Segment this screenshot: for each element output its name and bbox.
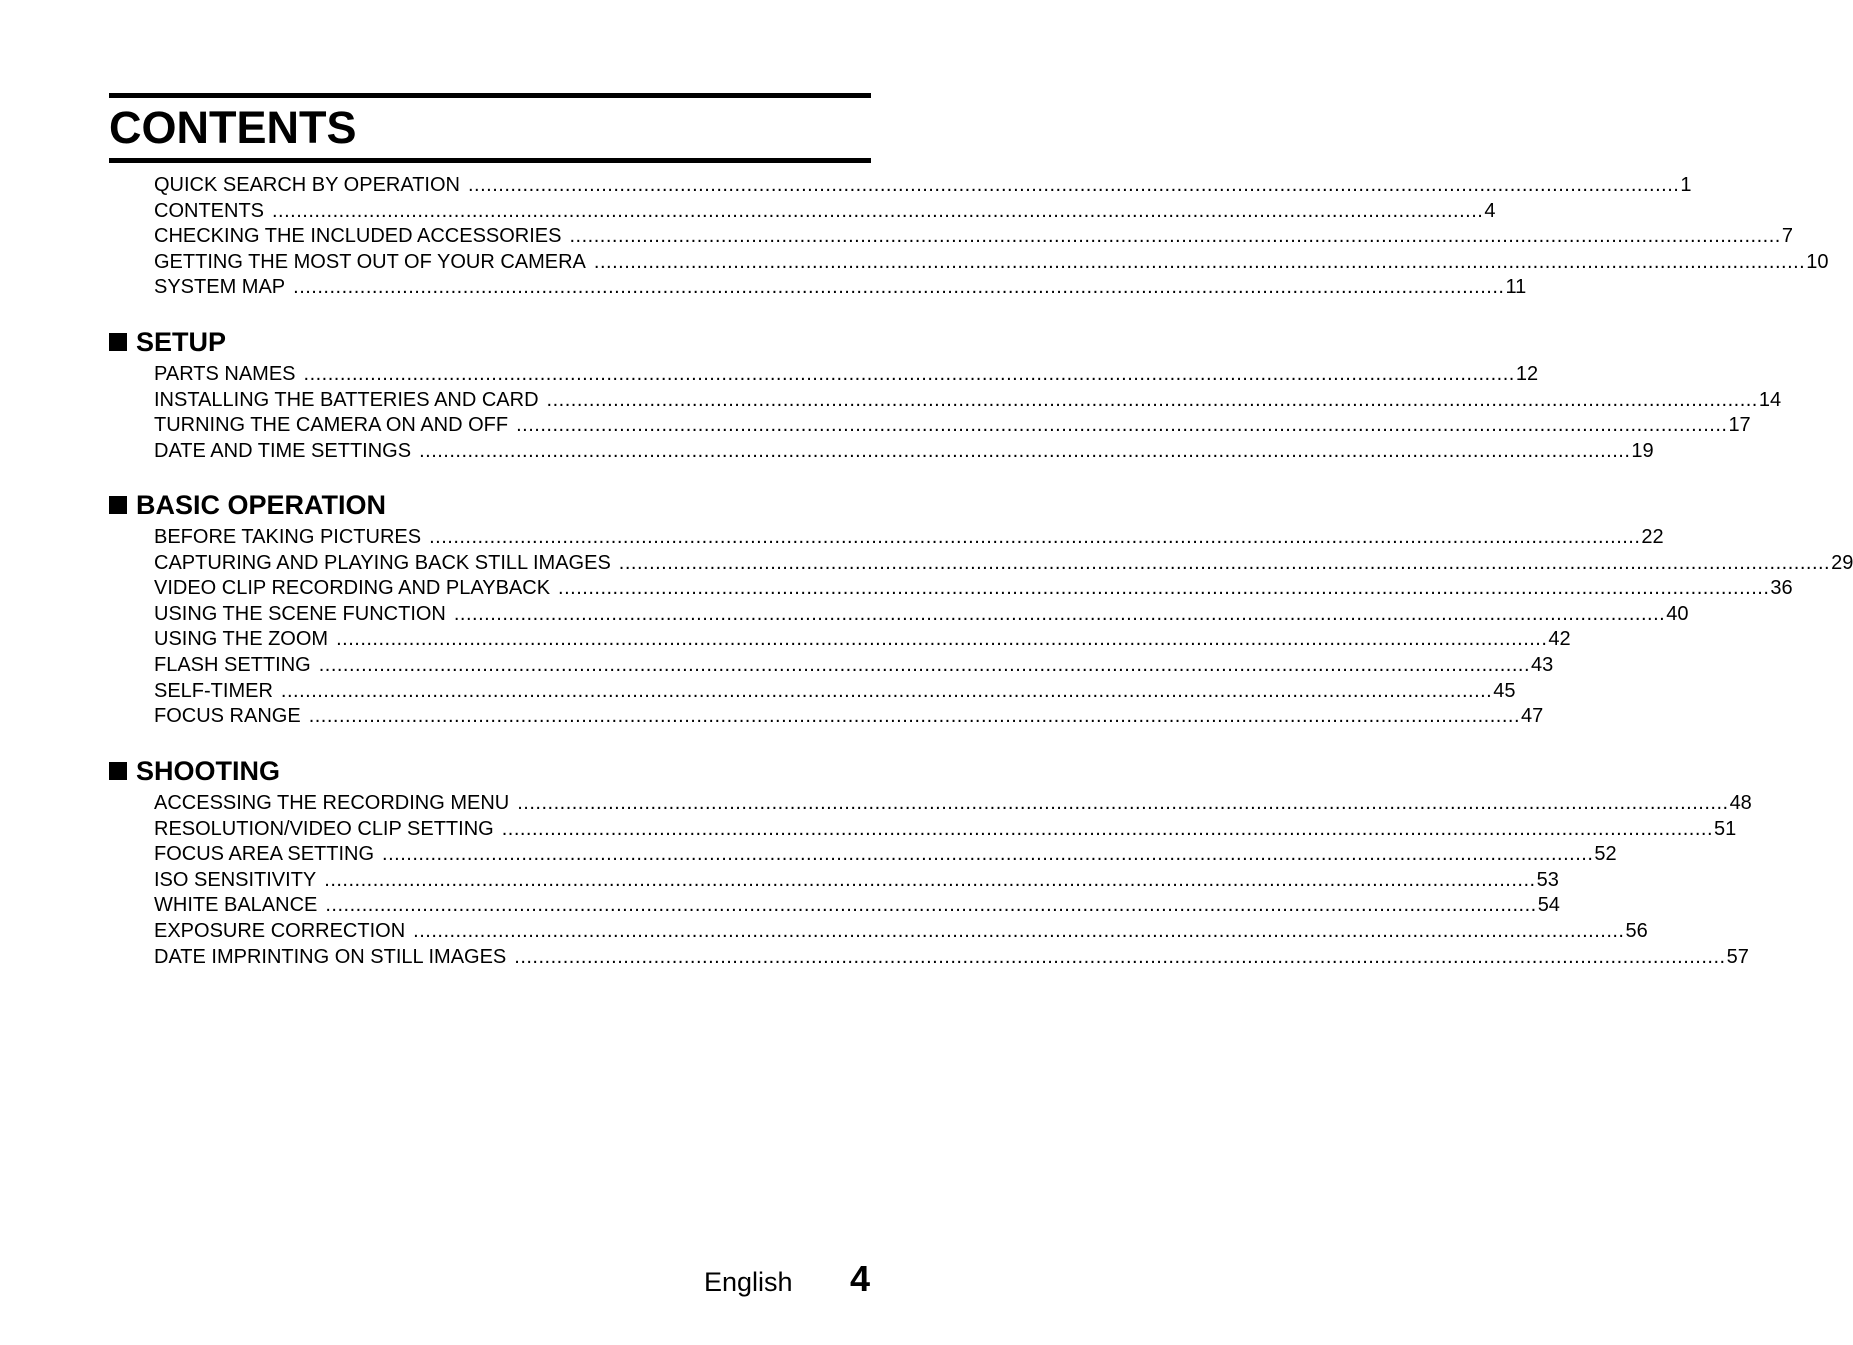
toc-entry[interactable] — [154, 250, 1829, 276]
toc-leader: ........................................................................................................................................................................................................ — [308, 705, 1521, 728]
toc-entry[interactable] — [154, 704, 1544, 730]
title-block — [109, 93, 871, 163]
section-heading-label: SETUP — [136, 327, 227, 357]
section-heading-label: BASIC OPERATION — [136, 490, 387, 520]
toc-entry-page: 43 — [1531, 653, 1554, 676]
toc-entry[interactable] — [154, 576, 1793, 602]
toc-entry-label: CAPTURING AND PLAYING BACK STILL IMAGES — [154, 551, 611, 574]
toc-leader: ........................................................................................................................................................................................................ — [546, 388, 1758, 411]
toc-entry-label: FOCUS RANGE — [154, 705, 301, 728]
toc-entry[interactable] — [154, 893, 1560, 919]
toc-leader: ........................................................................................................................................................................................................ — [558, 577, 1770, 600]
toc-entry[interactable] — [154, 679, 1516, 705]
toc-entry-page: 42 — [1548, 628, 1571, 651]
toc-entry-label: ACCESSING THE RECORDING MENU — [154, 792, 510, 814]
footer-page-number: 4 — [850, 1258, 871, 1299]
toc-leader: ........................................................................................................................................................................................................ — [453, 602, 1666, 625]
toc-entry-page: 17 — [1728, 414, 1751, 437]
toc-entry-page: 47 — [1521, 705, 1544, 728]
toc-entry[interactable] — [154, 525, 1664, 551]
toc-entry-label: FLASH SETTING — [154, 653, 311, 676]
toc-entry[interactable] — [154, 275, 1527, 301]
toc-leader: ........................................................................................................................................................................................................ — [569, 225, 1781, 248]
toc-leader: ........................................................................................................................................................................................................ — [517, 792, 1729, 814]
toc-entry-page: 53 — [1536, 868, 1559, 891]
toc-leader: ........................................................................................................................................................................................................ — [324, 868, 1536, 891]
toc-basic-operation-group — [154, 525, 1853, 730]
toc-entry[interactable] — [154, 388, 1782, 414]
toc-entry-page: 29 — [1831, 551, 1853, 574]
toc-entry[interactable] — [154, 224, 1793, 250]
toc-entry-page: 1 — [1680, 174, 1692, 196]
toc-entry-page: 22 — [1641, 526, 1664, 548]
toc-entry-label: BEFORE TAKING PICTURES — [154, 526, 422, 548]
toc-leader: ........................................................................................................................................................................................................ — [468, 174, 1680, 196]
toc-entry-label: SELF-TIMER — [154, 679, 273, 702]
toc-entry-label: EXPOSURE CORRECTION — [154, 919, 406, 942]
toc-leader: ........................................................................................................................................................................................................ — [293, 276, 1505, 299]
page-title: CONTENTS — [109, 102, 357, 153]
toc-leader: ........................................................................................................................................................................................................ — [413, 919, 1625, 942]
toc-entry-label: USING THE SCENE FUNCTION — [154, 602, 446, 625]
toc-entry-page: 52 — [1594, 843, 1617, 866]
toc-entry-page: 14 — [1758, 388, 1782, 411]
section-heading-shooting — [109, 755, 280, 787]
toc-leader: ........................................................................................................................................................................................................ — [336, 628, 1548, 651]
toc-entry-label: RESOLUTION/VIDEO CLIP SETTING — [154, 817, 494, 840]
toc-entry-page: 12 — [1515, 363, 1539, 385]
toc-leader: ........................................................................................................................................................................................................ — [419, 439, 1631, 462]
toc-entry-page: 48 — [1729, 792, 1752, 814]
toc-entry-page: 56 — [1625, 919, 1648, 942]
toc-leader: ........................................................................................................................................................................................................ — [272, 199, 1484, 222]
toc-leader: ........................................................................................................................................................................................................ — [429, 526, 1641, 548]
toc-entry[interactable] — [154, 653, 1554, 679]
toc-entry-page: 4 — [1484, 199, 1496, 222]
toc-entry[interactable] — [154, 362, 1539, 388]
toc-entry[interactable] — [154, 627, 1571, 653]
toc-entry[interactable] — [154, 868, 1559, 894]
toc-entry[interactable] — [154, 173, 1692, 199]
toc-entry[interactable] — [154, 817, 1737, 843]
toc-entry[interactable] — [154, 842, 1617, 868]
toc-entry[interactable] — [154, 551, 1853, 577]
toc-entry-page: 54 — [1537, 894, 1560, 917]
toc-leader: ........................................................................................................................................................................................................ — [325, 894, 1537, 917]
toc-entry-page: 45 — [1493, 679, 1516, 702]
toc-setup-group — [154, 362, 1782, 464]
toc-entry-page: 10 — [1806, 250, 1829, 273]
toc-leader: ........................................................................................................................................................................................................ — [303, 363, 1515, 385]
toc-entry-label: VIDEO CLIP RECORDING AND PLAYBACK — [154, 577, 551, 600]
toc-entry-page: 57 — [1726, 945, 1749, 968]
toc-entry[interactable] — [154, 602, 1689, 628]
toc-entry-label: TURNING THE CAMERA ON AND OFF — [154, 414, 509, 437]
black-square-icon — [109, 496, 127, 514]
toc-leader: ........................................................................................................................................................................................................ — [382, 843, 1594, 866]
toc-entry-label: CHECKING THE INCLUDED ACCESSORIES — [154, 225, 562, 248]
toc-entry-label: WHITE BALANCE — [154, 894, 318, 917]
toc-leader: ........................................................................................................................................................................................................ — [501, 817, 1714, 840]
toc-leader: ........................................................................................................................................................................................................ — [593, 250, 1806, 273]
toc-entry-label: USING THE ZOOM — [154, 628, 329, 651]
toc-entry-page: 51 — [1714, 817, 1737, 840]
toc-entry[interactable] — [154, 945, 1749, 971]
footer-language: English — [704, 1267, 793, 1297]
toc-leader: ........................................................................................................................................................................................................ — [618, 551, 1831, 574]
toc-leader: ........................................................................................................................................................................................................ — [514, 945, 1726, 968]
toc-entry[interactable] — [154, 439, 1654, 465]
toc-entry-label: INSTALLING THE BATTERIES AND CARD — [154, 388, 539, 411]
toc-shooting-group — [154, 791, 1752, 970]
toc-leader: ........................................................................................................................................................................................................ — [516, 414, 1728, 437]
toc-entry-page: 7 — [1781, 225, 1793, 248]
toc-entry-label: CONTENTS — [154, 199, 264, 222]
toc-entry-label: DATE IMPRINTING ON STILL IMAGES — [154, 945, 507, 968]
toc-front-group — [154, 173, 1829, 301]
toc-entry-label: QUICK SEARCH BY OPERATION — [154, 174, 460, 196]
toc-entry[interactable] — [154, 413, 1751, 439]
toc-entry[interactable] — [154, 791, 1752, 817]
toc-entry-page: 40 — [1666, 602, 1689, 625]
toc-entry-page: 36 — [1770, 577, 1793, 600]
toc-entry[interactable] — [154, 919, 1648, 945]
toc-leader: ........................................................................................................................................................................................................ — [318, 653, 1531, 676]
toc-entry-label: PARTS NAMES — [154, 363, 296, 385]
toc-entry-label: SYSTEM MAP — [154, 276, 286, 299]
section-heading-basic-operation — [109, 489, 386, 521]
section-heading-label: SHOOTING — [136, 756, 281, 786]
toc-entry-label: GETTING THE MOST OUT OF YOUR CAMERA — [154, 250, 586, 273]
black-square-icon — [109, 333, 127, 351]
toc-entry-page: 11 — [1505, 276, 1527, 299]
toc-entry-label: DATE AND TIME SETTINGS — [154, 439, 412, 462]
toc-entry[interactable] — [154, 199, 1496, 225]
toc-entry-page: 19 — [1631, 439, 1654, 462]
toc-leader: ........................................................................................................................................................................................................ — [280, 679, 1493, 702]
section-heading-setup — [109, 326, 226, 358]
black-square-icon — [109, 762, 127, 780]
toc-entry-label: ISO SENSITIVITY — [154, 868, 317, 891]
toc-entry-label: FOCUS AREA SETTING — [154, 843, 375, 866]
